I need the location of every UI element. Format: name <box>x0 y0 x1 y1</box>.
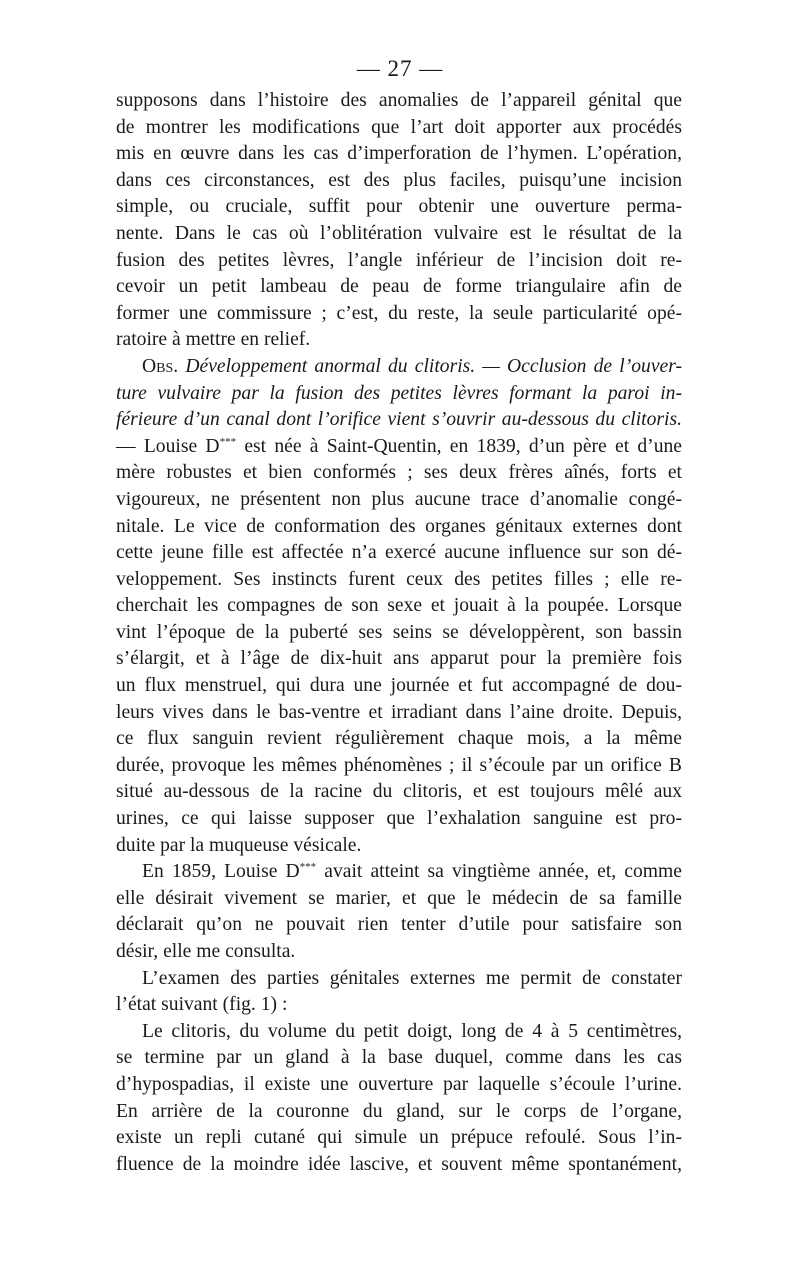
body-text <box>116 88 682 1178</box>
text-line: vigoureux, ne présentent non plus aucune trace d’anomalie congé- <box>116 488 682 510</box>
text-line: s’élargit, et à l’âge de dix-huit ans apparut pour la première fois <box>116 648 682 670</box>
text-line: urines, ce qui laisse supposer que l’exhalation sanguine est pro- <box>116 808 682 830</box>
text-line: duite par la muqueuse vésicale. <box>116 834 362 856</box>
observation-heading: Obs. Développement anormal du clitoris. — Occlusion de l’ouver- <box>142 355 682 377</box>
text-line: leurs vives dans le bas-ventre et irradiant dans l’aine droite. Depuis, <box>116 701 682 723</box>
text-line: nente. Dans le cas où l’oblitération vulvaire est le résultat de la <box>116 222 682 244</box>
text-line: mère robustes et bien conformés ; ses deux frères aînés, forts et <box>116 462 682 484</box>
text-line: se termine par un gland à la base duquel, comme dans les cas <box>116 1047 682 1069</box>
page-number: — 27 — <box>356 56 444 81</box>
text-line: existe un repli cutané qui simule un prépuce refoulé. Sous l’in- <box>116 1127 682 1149</box>
text-line: de montrer les modifications que l’art doit apporter aux procédés <box>116 116 682 138</box>
text-line: veloppement. Ses instincts furent ceux des petites filles ; elle re- <box>116 568 682 590</box>
text-line: vint l’époque de la puberté ses seins se développèrent, son bassin <box>116 621 682 643</box>
text-line: En arrière de la couronne du gland, sur le corps de l’organe, <box>116 1100 682 1122</box>
text-line: cevoir un petit lambeau de peau de forme triangulaire afin de <box>116 276 682 298</box>
observation-title: Développement anormal du clitoris. — Occlusion de l’ouver- <box>178 355 682 377</box>
text-line: ce flux sanguin revient régulièrement chaque mois, a la même <box>116 728 682 750</box>
text-line: un flux menstruel, qui dura une journée et fut accompagné de dou- <box>116 675 682 697</box>
text-line: elle désirait vivement se marier, et que le médecin de sa famille <box>116 887 682 909</box>
text-line: désir, elle me consulta. <box>116 941 296 962</box>
text-line: nitale. Le vice de conformation des organes génitaux externes dont <box>116 515 682 537</box>
text-line: supposons dans l’histoire des anomalies de l’appareil génital que <box>116 90 682 111</box>
text-line: L’examen des parties génitales externes me permit de constater <box>142 967 682 989</box>
text-line: déclarait qu’on ne pouvait rien tenter d’utile pour satisfaire son <box>116 914 682 936</box>
text-line: fluence de la moindre idée lascive, et souvent même spontanément, <box>116 1153 682 1175</box>
observation-title-line: ture vulvaire par la fusion des petites lèvres formant la paroi in- <box>116 382 682 404</box>
obs-label: Obs <box>142 355 174 377</box>
text-line: l’état suivant (fig. 1) : <box>116 994 288 1016</box>
text-line: mis en œuvre dans les cas d’imperforation de l’hymen. L’opération, <box>116 143 682 165</box>
text-line: former une commissure ; c’est, du reste, la seule particularité opé- <box>116 302 682 324</box>
text-line: cette jeune fille est affectée n’a exercé aucune influence sur son dé- <box>116 542 682 564</box>
text-line: ratoire à mettre en relief. <box>116 329 311 351</box>
text-line: durée, provoque les mêmes phénomènes ; il s’écoule par un orifice B <box>116 754 682 776</box>
text-line: situé au-dessous de la racine du clitoris, et est toujours mêlé aux <box>116 781 682 803</box>
text-line: d’hypospadias, il existe une ouverture par laquelle s’écoule l’urine. <box>116 1073 682 1095</box>
text-line: simple, ou cruciale, suffit pour obtenir une ouverture perma- <box>116 196 682 218</box>
text-line: En 1859, Louise D*** avait atteint sa vingtième année, et, comme <box>142 861 682 883</box>
text-line: — Louise D*** est née à Saint-Quentin, en 1839, d’un père et d’une <box>116 435 682 457</box>
text-line: cherchait les compagnes de son sexe et jouait à la poupée. Lorsque <box>116 595 682 617</box>
text-line: Le clitoris, du volume du petit doigt, long de 4 à 5 centimètres, <box>142 1020 682 1042</box>
text-line: fusion des petites lèvres, l’angle inférieur de l’incision doit re- <box>116 249 682 271</box>
observation-title-line: férieure d’un canal dont l’orifice vient s’ouvrir au-dessous du clitoris. <box>116 409 682 431</box>
text-line: dans ces circonstances, est des plus faciles, puisqu’une incision <box>116 169 682 191</box>
